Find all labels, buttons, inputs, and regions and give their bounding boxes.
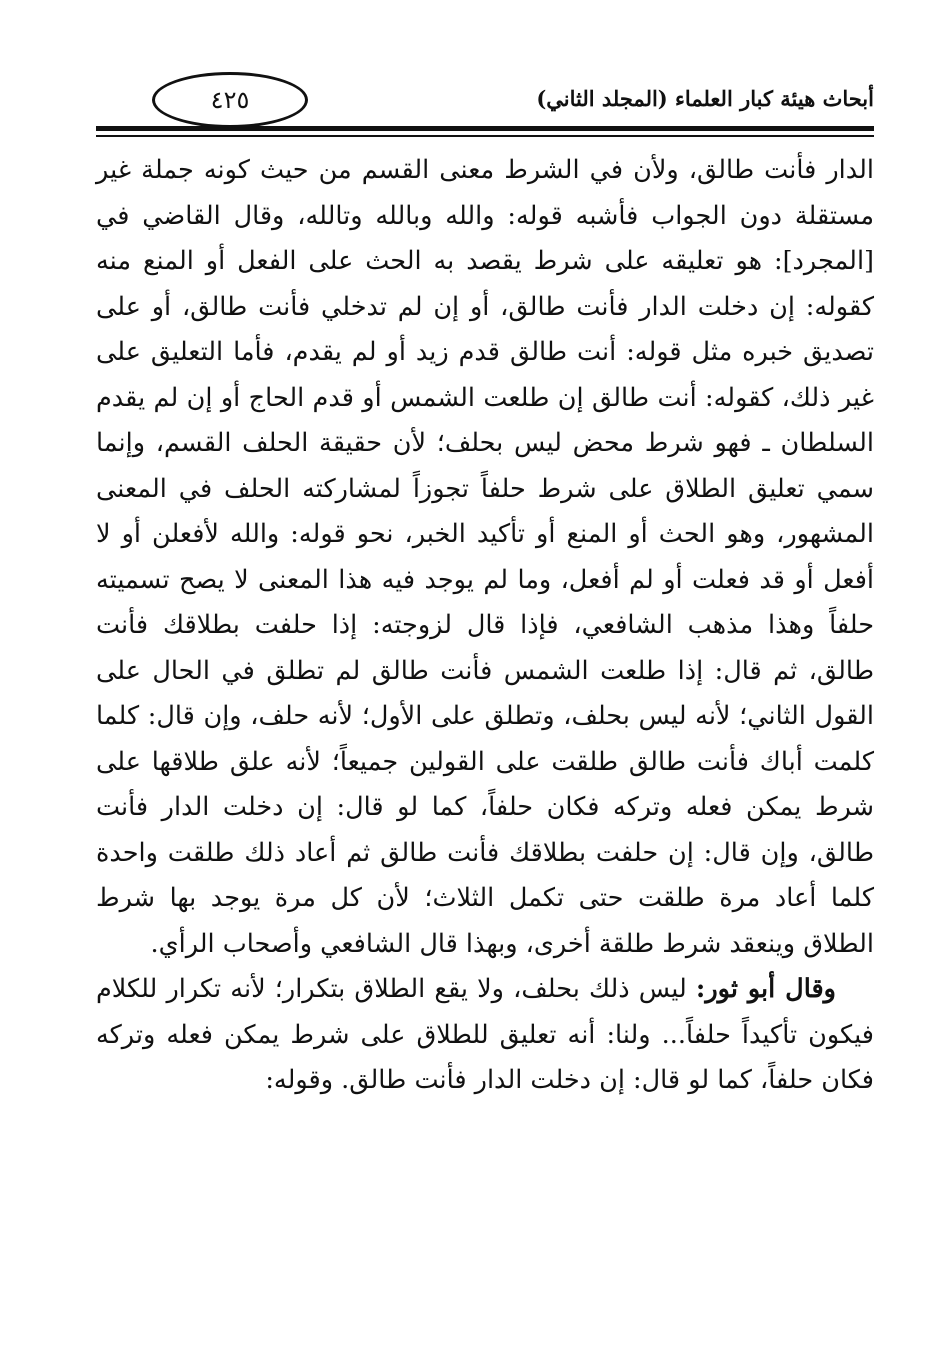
paragraph-2	[96, 967, 874, 1104]
paragraph-text: الدار فأنت طالق، ولأن في الشرط معنى القسم من حيث كونه جملة غير مستقلة دون الجواب فأشبه قوله: والله وبالله وتالله، وقال القاضي في [المجرد]: هو تعليقه على شرط يقصد به الحث على الفعل أو المنع منه كقوله: إن دخلت الدار فأنت طالق، أو إن لم تدخلي فأنت طالق، أو على تصديق خبره مثل قوله: أنت طالق قدم زيد أو لم يقدم، فأما التعليق على غير ذلك، كقوله: أنت طالق إن طلعت الشمس أو قدم الحاج أو إن لم يقدم السلطان ـ فهو شرط محض ليس بحلف؛ لأن حقيقة الحلف القسم، وإنما سمي تعليق الطلاق على شرط حلفاً تجوزاً لمشاركته الحلف في المعنى المشهور، وهو الحث أو المنع أو تأكيد الخبر، نحو قوله: والله لأفعلن أو لا أفعل أو قد فعلت أو لم أفعل، وما لم يوجد فيه هذا المعنى لا يصح تسميته حلفاً وهذا مذهب الشافعي، فإذا قال لزوجته: إذا حلفت بطلاقك فأنت طالق، ثم قال: إذا طلعت الشمس فأنت طالق لم تطلق في الحال على القول الثاني؛ لأنه ليس بحلف، وتطلق على الأول؛ لأنه حلف، وإن قال: كلما كلمت أباك فأنت طالق طلقت على القولين جميعاً؛ لأنه علق طلاقها على شرط يمكن فعله وتركه فكان حلفاً، كما لو قال: إن دخلت الدار فأنت طالق، وإن قال: إن حلفت بطلاقك فأنت طالق ثم أعاد ذلك طلقت واحدة كلما أعاد مرة طلقت حتى تكمل الثلاث؛ لأن كل مرة يوجد بها شرط الطلاق وينعقد شرط طلقة أخرى، وبهذا قال الشافعي وأصحاب الرأي.	[96, 155, 874, 959]
running-title: أبحاث هيئة كبار العلماء (المجلد الثاني)	[536, 86, 874, 111]
paragraph-lead: وقال أبو ثور:	[695, 974, 836, 1004]
body-text	[96, 148, 874, 1104]
page-number-badge	[152, 72, 308, 128]
header-rule-thin	[96, 135, 874, 137]
paragraph-text: ليس ذلك بحلف، ولا يقع الطلاق بتكرار؛ لأنه تكرار للكلام فيكون تأكيداً حلفاً... ولنا: أنه تعليق للطلاق على شرط يمكن فعله وتركه فكان حلفاً، كما لو قال: إن دخلت الدار فأنت طالق. وقوله:	[96, 974, 874, 1095]
page-number: ٤٢٥	[210, 86, 250, 114]
paragraph-1	[96, 148, 874, 967]
page-header	[96, 70, 874, 140]
